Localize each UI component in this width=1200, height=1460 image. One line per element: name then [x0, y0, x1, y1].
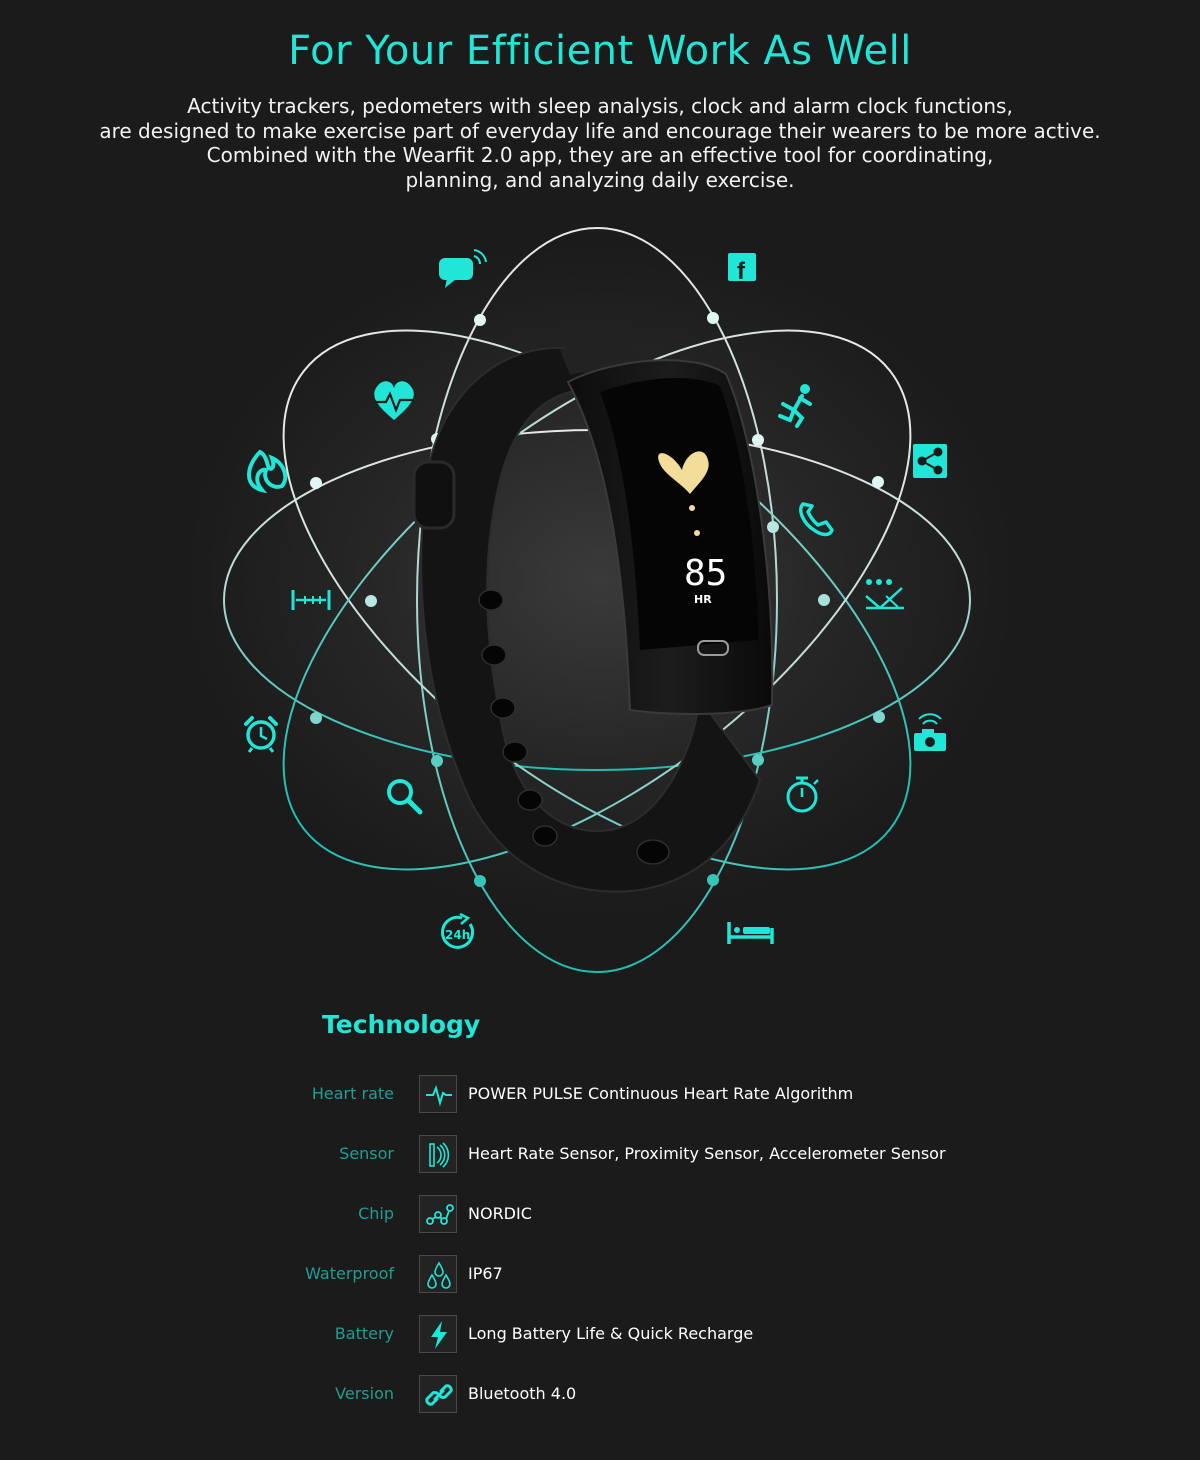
spec-label: Battery — [334, 1324, 394, 1343]
spec-row-waterproof — [280, 1255, 1000, 1295]
sensor-icon — [419, 1135, 457, 1173]
screen-hr-unit: HR — [694, 593, 712, 606]
fitness-band — [414, 343, 772, 892]
sleep-bed-icon — [729, 922, 772, 944]
intro-line: planning, and analyzing daily exercise. — [405, 167, 795, 192]
link-icon — [419, 1375, 457, 1413]
heart-rate-icon — [374, 381, 414, 420]
distance-icon — [293, 590, 329, 610]
spec-row-sensor — [280, 1135, 1000, 1175]
phone-icon — [801, 504, 832, 535]
spec-label: Heart rate — [311, 1084, 394, 1103]
spec-label: Waterproof — [305, 1264, 394, 1283]
spec-label: Sensor — [339, 1144, 394, 1163]
intro-line: Activity trackers, pedometers with sleep analysis, clock and alarm clock functions, — [187, 94, 1013, 118]
share-icon — [913, 444, 947, 478]
alarm-clock-icon — [246, 718, 276, 752]
remote-camera-icon — [914, 714, 946, 751]
screen-hr-value: 85 — [684, 553, 728, 594]
feature-orbit-illustration — [0, 210, 1200, 990]
headline: For Your Efficient Work As Well — [288, 28, 912, 74]
search-icon — [389, 781, 420, 812]
chip-icon — [419, 1195, 457, 1233]
intro-line: are designed to make exercise part of everyday life and encourage their wearers to be more active. — [99, 118, 1101, 143]
lightning-icon — [419, 1315, 457, 1353]
svg-text:24h: 24h — [445, 928, 471, 942]
calories-flame-icon — [249, 452, 285, 490]
intro-text — [40, 94, 1160, 192]
24h-monitoring-icon — [443, 914, 473, 947]
spec-value: Heart Rate Sensor, Proximity Sensor, Accelerometer Sensor — [468, 1144, 946, 1163]
intro-line: Combined with the Wearfit 2.0 app, they are an effective tool for coordinating, — [206, 143, 994, 167]
stopwatch-icon — [788, 778, 818, 811]
facebook-icon — [728, 253, 756, 285]
pulse-icon — [419, 1075, 457, 1113]
spec-value: Bluetooth 4.0 — [468, 1384, 577, 1403]
spec-row-chip — [280, 1195, 1000, 1235]
spec-row-version — [280, 1375, 1000, 1415]
spec-value: NORDIC — [468, 1204, 532, 1223]
spec-label: Chip — [358, 1204, 394, 1223]
spec-row-heart-rate — [280, 1075, 1000, 1115]
waterproof-icon — [866, 579, 904, 608]
svg-text:f: f — [737, 258, 745, 285]
spec-label: Version — [335, 1384, 394, 1403]
spec-value: POWER PULSE Continuous Heart Rate Algorithm — [468, 1084, 854, 1103]
spec-value: IP67 — [468, 1264, 503, 1283]
running-icon — [780, 384, 810, 426]
spec-row-battery — [280, 1315, 1000, 1355]
message-icon — [439, 250, 486, 288]
water-drops-icon — [419, 1255, 457, 1293]
spec-value: Long Battery Life & Quick Recharge — [468, 1324, 754, 1343]
technology-title: Technology — [322, 1010, 481, 1039]
